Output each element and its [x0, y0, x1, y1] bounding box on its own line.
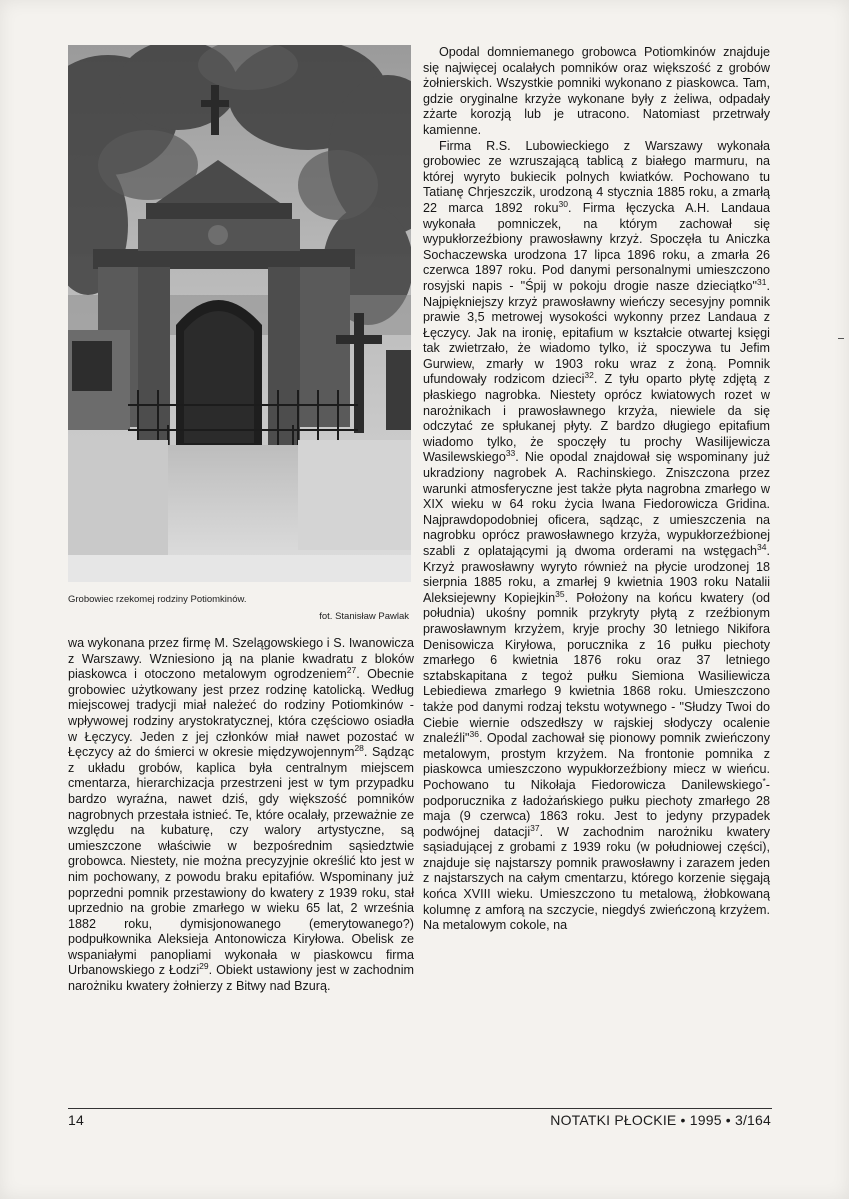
tomb-photo: [68, 45, 411, 582]
crop-mark: [838, 338, 844, 339]
footnote-ref: 35: [555, 588, 565, 599]
footnote-ref: 28: [354, 742, 364, 753]
footnote-ref: 31: [757, 276, 767, 287]
footnote-ref: 34: [757, 541, 767, 552]
right-column: [423, 45, 770, 934]
left-paragraph: wa wykonana przez firmę M. Szelągowskiego i S. Iwanowicza z Warszawy. Wzniesiono ją na planie kwadratu z bloków piaskowca i otoczono metalowym ogrodzeniem$^{27}$. Obecnie grobowiec użytkowany jest przez rodzinę katolicką. Według miejscowej tradycji miał należeć do rodziny Potiomkinów - wpływowej rodziny arystokratycznej, która częściowo osiadła w Łęczycy. Jeden z jej członków miał nawet pozostać w Łęczycy aż do śmierci w okresie międzywojennym$^{28}$. Sądząc z układu grobów, kaplica była centralnym miejscem cmentarza, hierarchizacja przestrzeni jest w tym przypadku bardzo wyraźna, nawet dziś, gdy większość pomników nagrobnych przestała istnieć. Te, które ocalały, przeważnie ze względu na kubaturę, czy walory artystyczne, są umieszczone właściwie w bezpośrednim sąsiedztwie grobowca. Niestety, nie można precyzyjnie określić kto jest w nim pochowany, z powodu braku epitafiów. Wspominany już poprzedni pomnik przestawiony do kwatery z 1939 roku, stał uprzednio na grobie zmarłego w wieku 65 lat, 2 września 1882 roku, dymisjonowanego (emerytowanego?) podpułkownika Aleksieja Antonowicza Kiryłowa. Obelisk ze wspaniałymi panopliami wykonała w piaskowcu firma Urbanowskiego z Łodzi$^{29}$. Obiekt ustawiony jest w zachodnim narożniku kwatery żołnierzy z Bitwy nad Bzurą.: [68, 636, 414, 994]
footnote-ref: 30: [558, 198, 568, 209]
footnote-ref: 33: [505, 448, 516, 459]
footnote-ref: 36: [469, 728, 479, 739]
right-paragraph-2: Firma R.S. Lubowieckiego z Warszawy wykonała grobowiec ze wzruszającą tablicą z białego marmuru, na której wyryto bukiecik polnych kwiatków. Pochowano tu Tatianę Chrjeszczik, urodzoną 4 stycznia 1885 roku, a zmarłą 22 marca 1892 roku$^{30}$. Firma łęczycka A.H. Landaua wykonała pomniczek, na którym zachował się wypukłorzeźbiony prawosławny krzyż. Spoczęła tu Aniczka Sochaczewska urodzona 17 lipca 1896 roku, a zmarła 26 czerwca 1897 roku. Pod danymi personalnymi umieszczono rosyjski napis - "Śpij w pokoju drogie nasze dzieciątko"$^{31}$. Najpiękniejszy krzyż prawosławny wieńczy secesyjny pomnik prawie 3,5 metrowej wysokości wykonny przez Landaua z Łęczycy. Jak na ironię, epitafium w kształcie otwartej księgi tak zwietrzało, że wiadomo tylko, iż spoczywa tu Jefim Gurwiew, zmarły w 1903 roku wraz z żoną. Pomnik ufundowały rodzicom dzieci$^{32}$. Z tyłu oparto płytę zdjętą z płaskiego nagrobka. Niestety oprócz kwiatowych rozet w narożnikach i prawosławnego krzyża, niewiele da się odczytać ze spłukanej płyty. Z bardzo długiego epitafium wiadomo tylko, że spoczęły tu prochy Wasilijewicza Wasilewskiego$^{33}$. Nie opodal znajdował się wspominany już ukradziony nagrobek A. Rachinskiego. Zniszczona przez warunki atmosferyczne jest także płyta nagrobna zmarłego w XIX wieku w 64 roku życia Iwana Fiedorowicza Gridina. Najprawdopodobniej oficera, sądząc, z umieszczenia na nagrobku oprócz prawosławnego krzyża, wypukłorzeźbionej szabli z oplatającymi ją dwoma orderami na wstęgach$^{34}$. Krzyż prawosławny wyryto również na płycie urodzonej 18 sierpnia 1885 roku, a zmarłej 9 kwietnia 1903 roku Natalii Aleksiejewny Kopiejkin$^{35}$. Położony na końcu kwatery (od południa) ukośny pomnik przykryty płytą z rzeźbionym prawosławnym krzyżem, kryje prochy 30 letniego Nikifora Denisowicza Kiryłowa, porucznika z 16 pułku piechoty zmarłego 6 kwietnia 1876 roku oraz 37 letniego sztabskapitana z tegoż pułku Siemiona Wasiliewicza Lebiediewa zmarłego 9 kwietnia 1868 roku. Umieszczono także pod danymi rodzaj tekstu wotywnego - "Słudzy Twoi do Ciebie wiernie odszedłszy w rajskiej słodyczy ocalenie znaleźli"$^{36}$. Opodal zachował się pionowy pomnik zwieńczony metalowym, prostym krzyżem. Na frontonie pomnika z piaskowca umieszczono wypukłorzeźbiony miecz w wieńcu. Pochowano tu Nikołaja Fiedorowicza Danilewskiego*- podporucznika z ładożańskiego pułku piechoty zmarłego 28 maja (9 czerwca) 1863 roku. Jest to jedyny przypadek podwójnej datacji$^{37}$. W zachodnim narożniku kwatery sąsiadującej z grobami z 1939 roku (w południowej części), znajduje się najstarszy pomnik prawosławny i zarazem jeden z najstarszych na całym cmentarzu, którego korzenie sięgają końca XVIII wieku. Umieszczono tu metalową, żłobkowaną kolumnę z amforą na szczycie, niegdyś zwieńczoną krzyżem. Na metalowym cokole, na: [423, 138, 771, 933]
page-number: 14: [68, 1112, 84, 1128]
right-paragraph-1: Opodal domniemanego grobowca Potiomkinów znajduje się najwięcej ocalałych pomników oraz większość z grobów żołnierskich. Wszystkie pomniki wykonano z piaskowca. Tam, gdzie oryginalne krzyże wykonane były z żeliwa, odpadały zżarte korozją lub je utracono. Natomiast przetrwały kamienne.: [423, 45, 770, 137]
footnote-ref: *: [762, 775, 766, 786]
figure-caption: Grobowiec rzekomej rodziny Potiomkinów.: [68, 594, 247, 605]
footnote-ref: 27: [346, 665, 357, 675]
photo-credit: fot. Stanisław Pawlak: [319, 611, 409, 622]
footnote-ref: 32: [584, 370, 594, 381]
footer-rule: [68, 1108, 772, 1109]
footnote-ref: 37: [530, 822, 540, 833]
left-column: [68, 636, 414, 995]
journal-title: NOTATKI PŁOCKIE • 1995 • 3/164: [550, 1112, 771, 1128]
footnote-ref: 29: [199, 961, 209, 972]
